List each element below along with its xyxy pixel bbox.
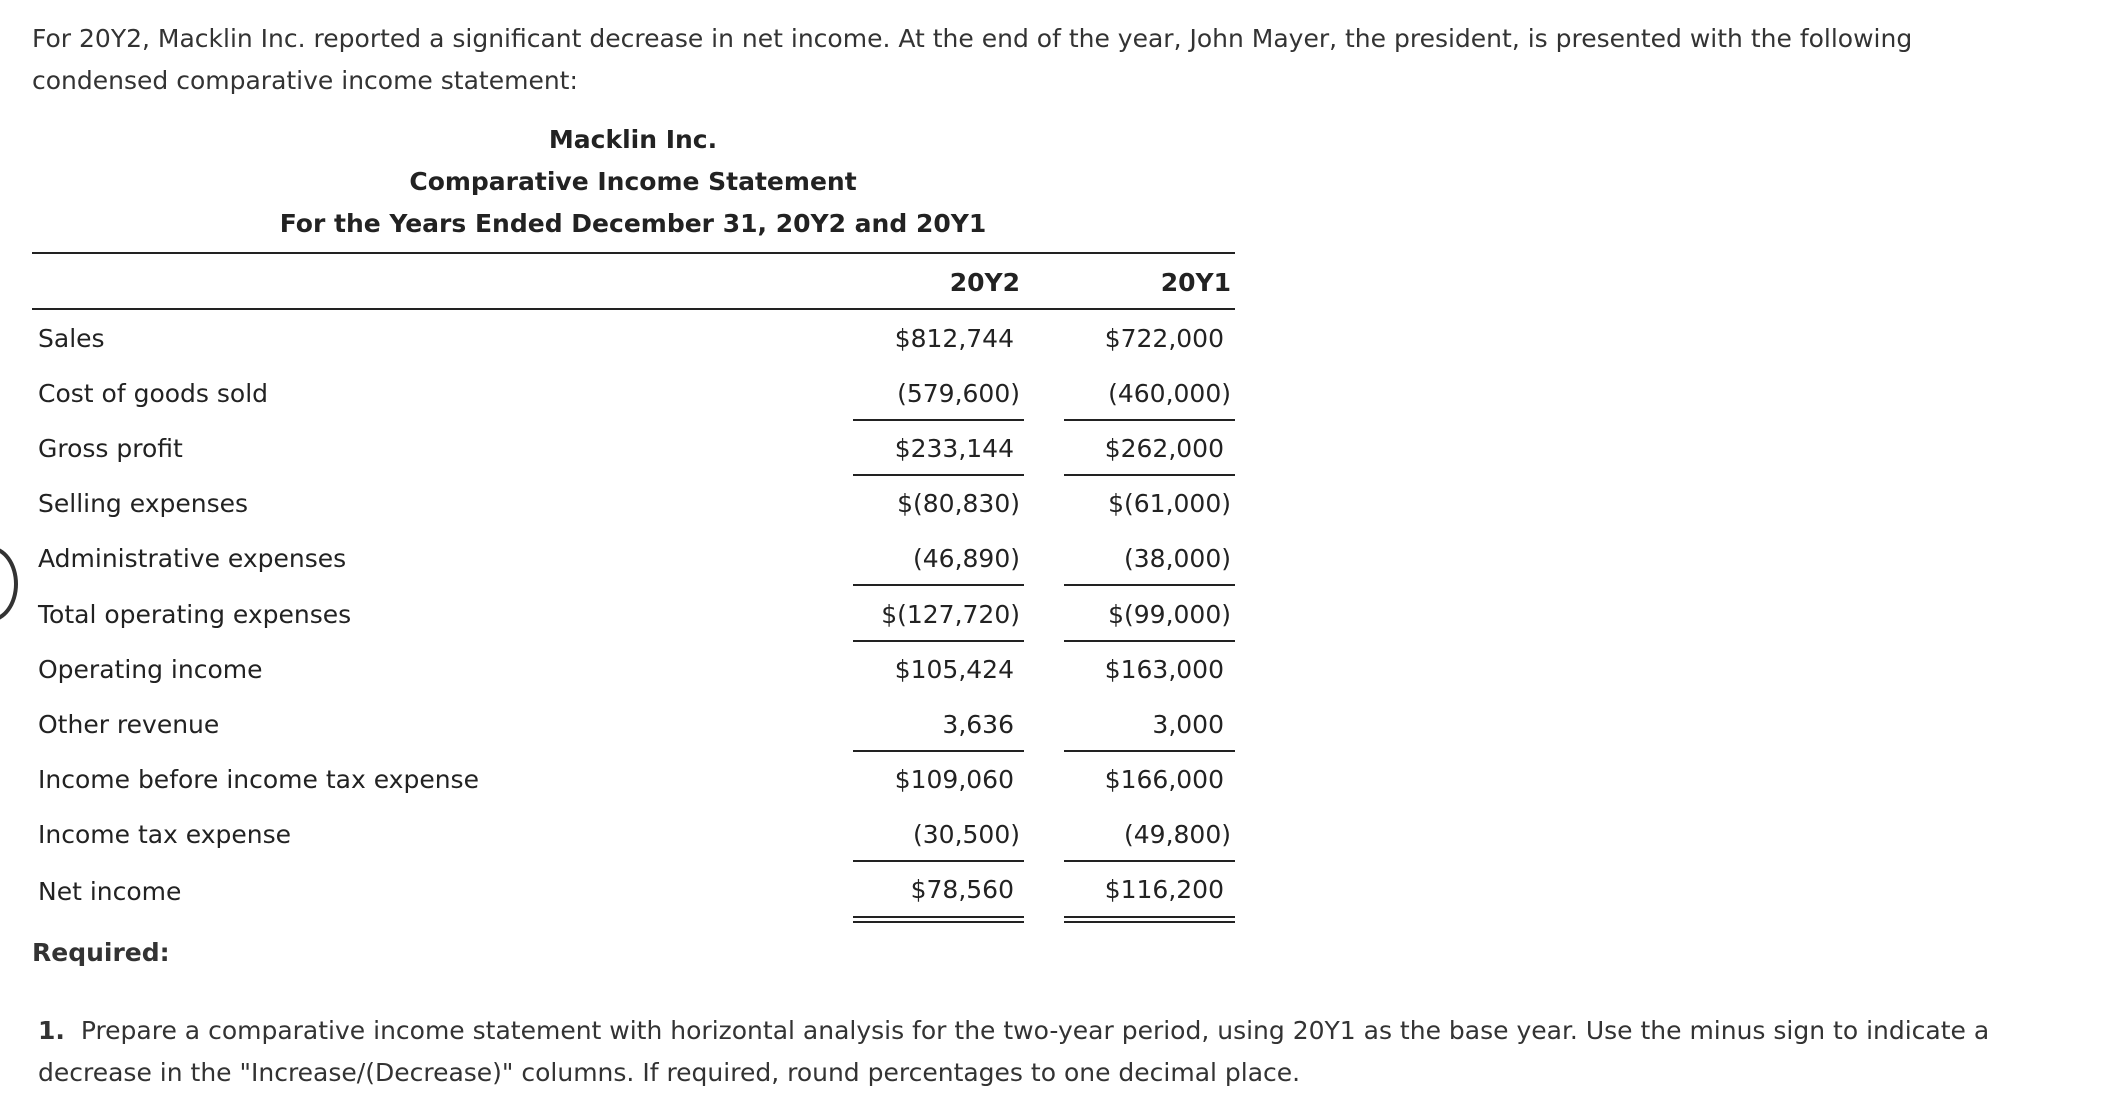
- row-value-20y2: $812,744: [894, 324, 1014, 353]
- subtotal-underline: [853, 474, 1024, 476]
- row-value-20y2: $105,424: [894, 655, 1014, 684]
- row-value-20y1: $163,000: [1104, 655, 1224, 684]
- subtotal-underline: [1064, 860, 1235, 862]
- row-label-cost-of-goods-sold: Cost of goods sold: [38, 379, 269, 408]
- instruction-text: Prepare a comparative income statement with horizontal analysis for the two-year period, using 20Y1 as the base year. Use the minus sign to indicate a decrease in the "Increase/(Decrease)" columns. If required, round percentages to one decimal place.: [38, 1016, 1990, 1087]
- row-value-20y2: (30,500): [913, 820, 1020, 849]
- subtotal-underline: [1064, 750, 1235, 752]
- row-label-income-before-tax: Income before income tax expense: [38, 765, 479, 794]
- row-value-20y2: $(127,720): [881, 600, 1020, 629]
- row-label-operating-income: Operating income: [38, 655, 263, 684]
- row-value-20y2: $78,560: [910, 875, 1014, 904]
- row-label-net-income: Net income: [38, 877, 182, 906]
- table-top-rule: [32, 252, 1235, 254]
- subtotal-underline: [1064, 584, 1235, 586]
- subtotal-underline: [1064, 419, 1235, 421]
- column-header-20y2: 20Y2: [949, 268, 1020, 297]
- row-label-income-tax-expense: Income tax expense: [38, 820, 292, 849]
- company-name: Macklin Inc.: [548, 125, 718, 154]
- intro-paragraph: For 20Y2, Macklin Inc. reported a significant decrease in net income. At the end of the year, John Mayer, the president, is presented with the following condensed comparative income statement:: [32, 24, 1913, 95]
- row-value-20y2: (46,890): [913, 544, 1020, 573]
- row-value-20y1: $(99,000): [1108, 600, 1231, 629]
- instruction-1: [38, 1010, 2108, 1094]
- subtotal-underline: [853, 584, 1024, 586]
- row-value-20y2: $(80,830): [897, 489, 1020, 518]
- statement-title: Comparative Income Statement: [409, 167, 857, 196]
- row-value-20y2: $109,060: [894, 765, 1014, 794]
- row-label-sales: Sales: [38, 324, 105, 353]
- instruction-number: 1.: [38, 1016, 65, 1045]
- header-bottom-rule: [32, 308, 1235, 310]
- subtotal-underline: [853, 419, 1024, 421]
- total-double-underline: [853, 916, 1024, 923]
- row-value-20y1: $(61,000): [1108, 489, 1231, 518]
- row-value-20y1: (49,800): [1124, 820, 1231, 849]
- row-value-20y1: $166,000: [1104, 765, 1224, 794]
- required-heading: Required:: [32, 938, 170, 967]
- total-double-underline: [1064, 916, 1235, 923]
- row-label-gross-profit: Gross profit: [38, 434, 183, 463]
- row-value-20y1: $262,000: [1104, 434, 1224, 463]
- row-value-20y1: 3,000: [1152, 710, 1224, 739]
- subtotal-underline: [1064, 474, 1235, 476]
- row-value-20y1: $116,200: [1104, 875, 1224, 904]
- subtotal-underline: [853, 640, 1024, 642]
- row-value-20y1: $722,000: [1104, 324, 1224, 353]
- row-label-other-revenue: Other revenue: [38, 710, 220, 739]
- statement-period: For the Years Ended December 31, 20Y2 and 20Y1: [279, 209, 987, 238]
- column-header-20y1: 20Y1: [1160, 268, 1231, 297]
- row-value-20y2: (579,600): [897, 379, 1020, 408]
- subtotal-underline: [1064, 640, 1235, 642]
- row-label-total-operating-expenses: Total operating expenses: [38, 600, 352, 629]
- row-label-administrative-expenses: Administrative expenses: [38, 544, 347, 573]
- row-value-20y1: (460,000): [1108, 379, 1231, 408]
- row-value-20y2: 3,636: [942, 710, 1014, 739]
- row-value-20y1: (38,000): [1124, 544, 1231, 573]
- row-value-20y2: $233,144: [894, 434, 1014, 463]
- row-label-selling-expenses: Selling expenses: [38, 489, 249, 518]
- scroll-handle-arc: [0, 546, 18, 622]
- subtotal-underline: [853, 750, 1024, 752]
- subtotal-underline: [853, 860, 1024, 862]
